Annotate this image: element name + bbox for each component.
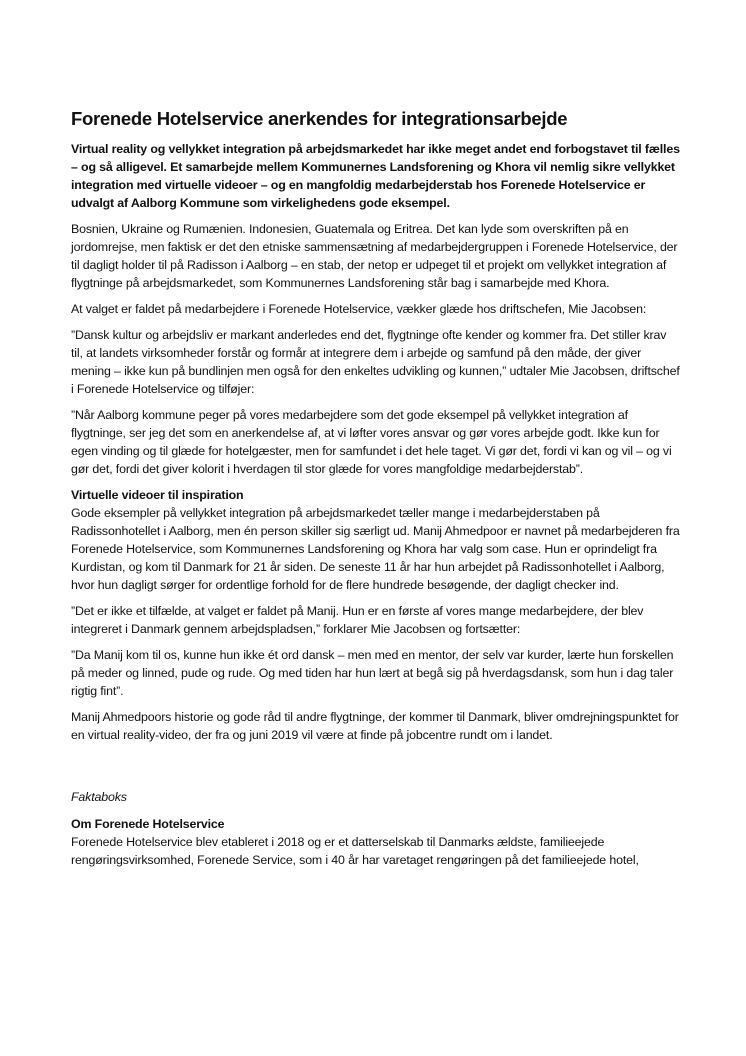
- body-paragraph: Manij Ahmedpoors historie og gode råd til andre flygtninge, der kommer til Danmark, bliver omdrejningspunktet for en virtual reality-video, der fra og juni 2019 vil være at finde på jobcentre rundt om i landet.: [71, 710, 679, 742]
- lead-paragraph: Virtual reality og vellykket integration på arbejdsmarkedet har ikke meget andet end forbogstavet til fælles – og så alligevel. Et samarbejde mellem Kommunernes Landsforening og Khora vil nemlig sikre vellykket integration med virtuelle videoer – og en mangfoldig medarbejderstab hos Forenede Hotelservice er udvalgt af Aalborg Kommune som virkelighedens gode eksempel.: [71, 142, 680, 210]
- section-heading: Virtuelle videoer til inspiration: [71, 488, 244, 502]
- body-paragraph: Bosnien, Ukraine og Rumænien. Indonesien, Guatemala og Eritrea. Det kan lyde som overskriften på en jordomrejse, men faktisk er det den etniske sammensætning af medarbejdergruppen i Forenede Hotelservice, der til dagligt holder til på Radisson i Aalborg – en stab, der netop er udpeget til et projekt om vellykket integration af flygtninge på arbejdsmarkedet, som Kommunernes Landsforening står bag i samarbejde med Khora.: [71, 222, 678, 290]
- factbox-label: Faktaboks: [71, 790, 127, 804]
- quote-paragraph: ”Da Manij kom til os, kunne hun ikke ét ord dansk – men med en mentor, der selv var kurder, lærte hun forskellen på meder og linned, pude og rude. Og med tiden har hun lært at begå sig på hverdagsdansk, som hun i dag taler rigtig fint”.: [71, 648, 674, 698]
- factbox-heading: Om Forenede Hotelservice: [71, 817, 225, 831]
- spacer: [71, 752, 681, 788]
- document-page: [71, 107, 681, 877]
- quote-paragraph: ”Dansk kultur og arbejdsliv er markant anderledes end det, flygtninge ofte kender og kommer fra. Det stiller krav til, at landets virksomheder forstår og formår at integrere dem i arbejde og samfund på den måde, der giver mening – ikke kun på bundlinjen men også for den enkeltes udvikling og kunnen,” udtaler Mie Jacobsen, driftschef i Forenede Hotelservice og tilføjer:: [71, 328, 680, 396]
- quote-paragraph: ”Det er ikke et tilfælde, at valget er faldet på Manij. Hun er en første af vores mange medarbejdere, der blev integreret i Danmark gennem arbejdspladsen,” forklarer Mie Jacobsen og fortsætter:: [71, 604, 644, 636]
- factbox-text: Forenede Hotelservice blev etableret i 2018 og er et datterselskab til Danmarks ældste, familieejede rengøringsvirksomhed, Forenede Service, som i 40 år har varetaget rengøringen på det familieejede hotel,: [71, 835, 639, 867]
- quote-paragraph: ”Når Aalborg kommune peger på vores medarbejdere som det gode eksempel på vellykket integration af flygtninge, ser jeg det som en anerkendelse af, at vi løfter vores ansvar og gør vores arbejde godt. Ikke kun for egen vinding og til glæde for hotelgæster, men for samfundet i det hele taget. Vi gør det, fordi vi kan og vil – og vi gør det, fordi det giver kolorit i hverdagen til stor glæde for vores mangfoldige medarbejderstab”.: [71, 408, 672, 476]
- body-paragraph: Gode eksempler på vellykket integration på arbejdsmarkedet tæller mange i medarbejderstaben på Radissonhotellet i Aalborg, men én person skiller sig særligt ud. Manij Ahmedpoor er navnet på medarbejderen fra Forenede Hotelservice, som Kommunernes Landsforening og Khora har valg som case. Hun er oprindeligt fra Kurdistan, og kom til Danmark for 21 år siden. De seneste 11 år har hun arbejdet på Radissonhotellet i Aalborg, hvor hun dagligt sørger for ordentlige forhold for de flere hundrede besøgende, der dagligt checker ind.: [71, 506, 680, 592]
- body-paragraph: At valget er faldet på medarbejdere i Forenede Hotelservice, vækker glæde hos driftschefen, Mie Jacobsen:: [71, 302, 647, 316]
- document-title: Forenede Hotelservice anerkendes for integrationsarbejde: [71, 108, 568, 129]
